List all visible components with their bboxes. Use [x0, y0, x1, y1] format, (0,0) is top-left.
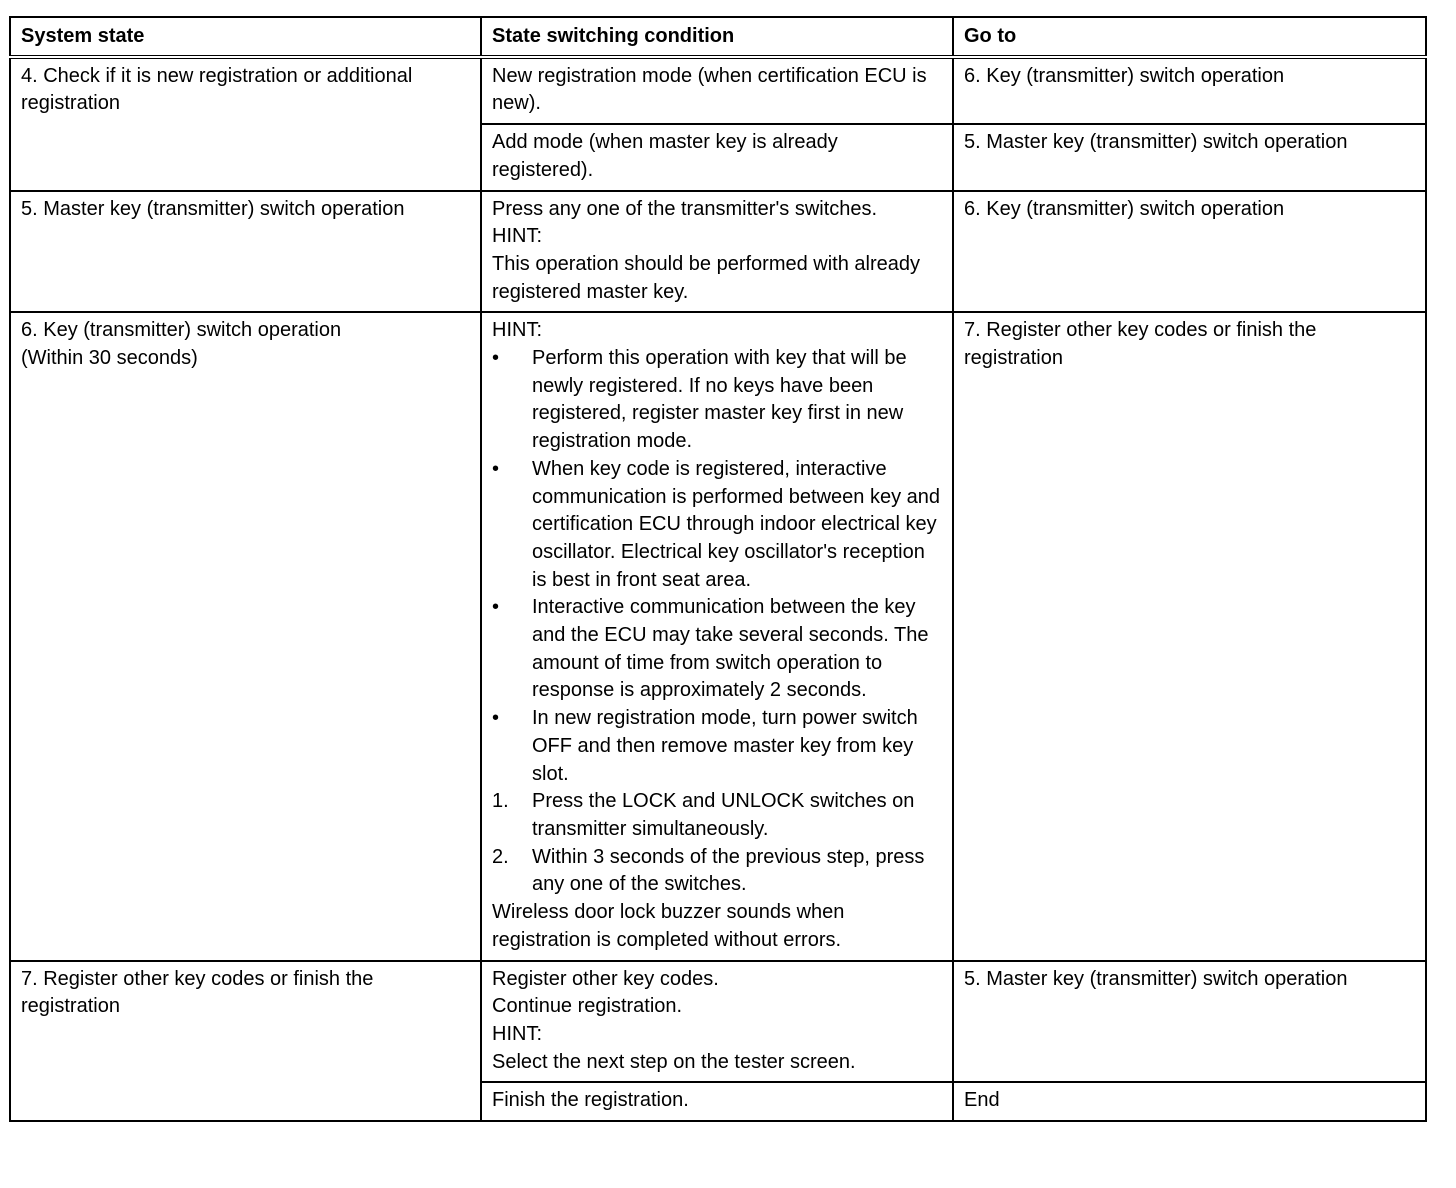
goto-cell: 6. Key (transmitter) switch operation — [953, 191, 1426, 313]
condition-cell — [481, 312, 953, 960]
table-row — [10, 57, 1426, 124]
hint-bullet-list — [492, 345, 943, 788]
header-go-to: Go to — [953, 17, 1426, 57]
bullet-text: Perform this operation with key that will be newly registered. If no keys have been registered, register master key first in new registration mode. — [532, 347, 907, 453]
goto-cell: 5. Master key (transmitter) switch operation — [953, 124, 1426, 190]
header-state-switching-condition: State switching condition — [481, 17, 953, 57]
system-state-cell: 7. Register other key codes or finish the registration — [10, 961, 481, 1122]
goto-cell: 5. Master key (transmitter) switch operation — [953, 961, 1426, 1083]
list-item — [492, 844, 943, 899]
list-item — [492, 456, 943, 595]
completion-note: Wireless door lock buzzer sounds when registration is completed without errors. — [492, 901, 845, 951]
hint-label: HINT: — [492, 225, 542, 248]
step-text: Press the LOCK and UNLOCK switches on transmitter simultaneously. — [532, 790, 915, 840]
condition-cell: Add mode (when master key is already registered). — [481, 124, 953, 190]
bullet-text: When key code is registered, interactive communication is performed between key and certification ECU through indoor electrical key oscillator. Electrical key oscillator's reception is best in front seat area. — [532, 457, 940, 591]
list-item — [492, 705, 943, 788]
hint-text: Select the next step on the tester screen. — [492, 1050, 856, 1073]
hint-label: HINT: — [492, 1022, 542, 1045]
hint-label: HINT: — [492, 319, 542, 342]
goto-cell: 6. Key (transmitter) switch operation — [953, 57, 1426, 124]
hint-text: This operation should be performed with already registered master key. — [492, 252, 921, 303]
condition-cell — [481, 961, 953, 1083]
table-row — [10, 312, 1426, 960]
system-state-line: (Within 30 seconds) — [21, 347, 198, 370]
step-text: Within 3 seconds of the previous step, press any one of the switches. — [532, 845, 925, 896]
registration-state-table — [9, 16, 1427, 1122]
condition-cell: New registration mode (when certification ECU is new). — [481, 57, 953, 124]
list-item — [492, 594, 943, 705]
system-state-line: 6. Key (transmitter) switch operation — [21, 319, 342, 342]
bullet-marker: • — [492, 457, 500, 480]
step-number: 2. — [492, 845, 509, 868]
system-state-cell: 4. Check if it is new registration or additional registration — [10, 57, 481, 191]
table-row — [10, 191, 1426, 313]
bullet-marker: • — [492, 707, 500, 730]
goto-cell: 7. Register other key codes or finish the registration — [953, 312, 1426, 960]
system-state-cell: 5. Master key (transmitter) switch operation — [10, 191, 481, 313]
system-state-cell — [10, 312, 481, 960]
condition-line: Continue registration. — [492, 995, 683, 1018]
bullet-text: In new registration mode, turn power switch OFF and then remove master key from key slot. — [532, 707, 918, 785]
goto-cell: End — [953, 1082, 1426, 1121]
condition-line: Register other key codes. — [492, 967, 719, 990]
table-row — [10, 961, 1426, 1083]
list-item — [492, 345, 943, 456]
bullet-marker: • — [492, 596, 500, 619]
condition-line: Press any one of the transmitter's switches. — [492, 197, 878, 220]
header-system-state: System state — [10, 17, 481, 57]
list-item — [492, 788, 943, 843]
bullet-marker: • — [492, 347, 500, 370]
condition-cell: Finish the registration. — [481, 1082, 953, 1121]
table-header-row — [10, 17, 1426, 57]
step-number: 1. — [492, 790, 509, 813]
condition-cell — [481, 191, 953, 313]
step-list — [492, 788, 943, 899]
bullet-text: Interactive communication between the key and the ECU may take several seconds. The amount of time from switch operation to response is approximately 2 seconds. — [532, 596, 929, 702]
